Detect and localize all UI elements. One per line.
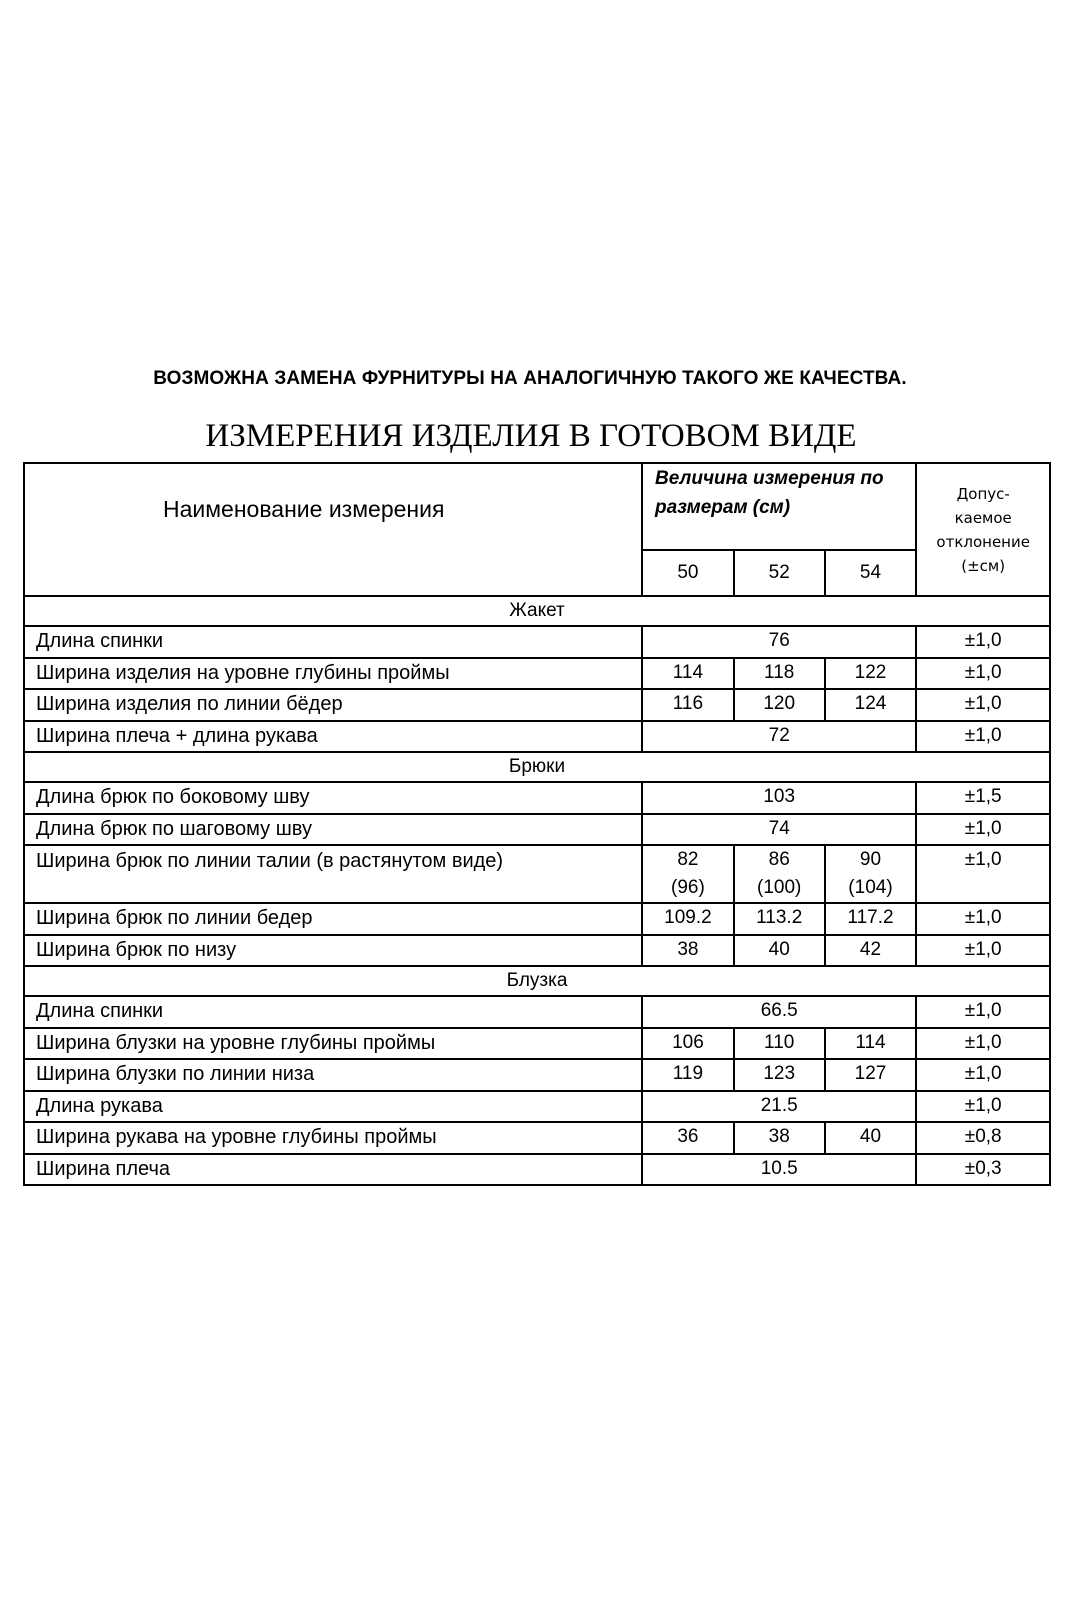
measurement-name: Ширина плеча + длина рукава <box>24 721 642 753</box>
measurement-tolerance: ±0,8 <box>916 1122 1050 1154</box>
measurement-tolerance: ±1,0 <box>916 1028 1050 1060</box>
section-row <box>24 752 1050 782</box>
measurement-tolerance: ±1,0 <box>916 1091 1050 1123</box>
measurement-value: 118 <box>734 658 825 690</box>
measurement-value: 117.2 <box>825 903 917 935</box>
measurement-value: 127 <box>825 1059 917 1091</box>
table-row <box>24 721 1050 753</box>
table-row <box>24 996 1050 1028</box>
measurement-name: Ширина брюк по низу <box>24 935 642 967</box>
table-row <box>24 814 1050 846</box>
measurement-value: 10.5 <box>642 1154 916 1186</box>
section-row <box>24 596 1050 626</box>
measurement-tolerance: ±1,0 <box>916 845 1050 903</box>
section-title: Брюки <box>24 752 1050 782</box>
measurement-value: 109.2 <box>642 903 734 935</box>
measurement-value: 86 (100) <box>734 845 825 903</box>
table-row <box>24 689 1050 721</box>
table-row <box>24 658 1050 690</box>
header-size-52: 52 <box>734 550 825 596</box>
header-tolerance-line: Допус- <box>956 484 1010 503</box>
measurement-name: Длина брюк по шаговому шву <box>24 814 642 846</box>
measurement-value: 124 <box>825 689 917 721</box>
measurement-tolerance: ±1,0 <box>916 996 1050 1028</box>
section-title: Жакет <box>24 596 1050 626</box>
measurement-value: 40 <box>734 935 825 967</box>
measurement-name: Ширина изделия по линии бёдер <box>24 689 642 721</box>
measurement-value: 40 <box>825 1122 917 1154</box>
measurement-value: 113.2 <box>734 903 825 935</box>
measurement-value: 38 <box>734 1122 825 1154</box>
measurement-value: 123 <box>734 1059 825 1091</box>
measurement-value: 74 <box>642 814 916 846</box>
measurement-name: Ширина брюк по линии бедер <box>24 903 642 935</box>
measurement-value: 72 <box>642 721 916 753</box>
measurement-tolerance: ±1,0 <box>916 658 1050 690</box>
table-row <box>24 903 1050 935</box>
measurement-value: 122 <box>825 658 917 690</box>
table-row <box>24 1154 1050 1186</box>
measurement-tolerance: ±1,0 <box>916 814 1050 846</box>
table-row <box>24 1091 1050 1123</box>
measurement-value: 119 <box>642 1059 734 1091</box>
measurement-name: Длина рукава <box>24 1091 642 1123</box>
measurement-value: 110 <box>734 1028 825 1060</box>
measurement-tolerance: ±1,0 <box>916 689 1050 721</box>
measurement-value: 21.5 <box>642 1091 916 1123</box>
measurement-name: Ширина рукава на уровне глубины проймы <box>24 1122 642 1154</box>
page-title: ИЗМЕРЕНИЯ ИЗДЕЛИЯ В ГОТОВОМ ВИДЕ <box>205 418 857 454</box>
measurement-value: 116 <box>642 689 734 721</box>
table-row <box>24 845 1050 903</box>
section-title: Блузка <box>24 966 1050 996</box>
measurement-value: 36 <box>642 1122 734 1154</box>
measurement-value: 114 <box>825 1028 917 1060</box>
header-size-50: 50 <box>642 550 734 596</box>
measurement-name: Ширина плеча <box>24 1154 642 1186</box>
measurement-name: Ширина брюк по линии талии (в растянутом виде) <box>24 845 642 903</box>
measurement-tolerance: ±1,0 <box>916 935 1050 967</box>
measurement-name: Ширина блузки на уровне глубины проймы <box>24 1028 642 1060</box>
measurement-name: Ширина изделия на уровне глубины проймы <box>24 658 642 690</box>
measurement-name: Длина спинки <box>24 626 642 658</box>
header-size-label: Величина измерения по размерам (см) <box>642 463 916 550</box>
header-row <box>24 463 1050 550</box>
header-measurement-name: Наименование измерения <box>24 463 642 596</box>
header-tolerance-line: каемое <box>954 508 1012 527</box>
table-row <box>24 1122 1050 1154</box>
measurements-table <box>23 462 1051 1186</box>
measurement-value: 42 <box>825 935 917 967</box>
table-row <box>24 1059 1050 1091</box>
measurement-value: 82 (96) <box>642 845 734 903</box>
measurement-value: 90 (104) <box>825 845 917 903</box>
measurement-tolerance: ±1,5 <box>916 782 1050 814</box>
notice-text: ВОЗМОЖНА ЗАМЕНА ФУРНИТУРЫ НА АНАЛОГИЧНУЮ ТАКОГО ЖЕ КАЧЕСТВА. <box>153 368 907 389</box>
section-row <box>24 966 1050 996</box>
measurement-value: 76 <box>642 626 916 658</box>
table-row <box>24 626 1050 658</box>
table-row <box>24 935 1050 967</box>
measurement-tolerance: ±1,0 <box>916 721 1050 753</box>
measurement-value: 106 <box>642 1028 734 1060</box>
measurement-tolerance: ±0,3 <box>916 1154 1050 1186</box>
measurement-name: Ширина блузки по линии низа <box>24 1059 642 1091</box>
measurement-value: 38 <box>642 935 734 967</box>
header-tolerance <box>916 463 1050 596</box>
table-row <box>24 1028 1050 1060</box>
measurement-tolerance: ±1,0 <box>916 903 1050 935</box>
header-tolerance-line: отклонение <box>936 532 1030 551</box>
measurement-name: Длина спинки <box>24 996 642 1028</box>
measurement-value: 114 <box>642 658 734 690</box>
measurement-value: 103 <box>642 782 916 814</box>
measurement-tolerance: ±1,0 <box>916 626 1050 658</box>
measurement-name: Длина брюк по боковому шву <box>24 782 642 814</box>
measurement-value: 120 <box>734 689 825 721</box>
measurement-tolerance: ±1,0 <box>916 1059 1050 1091</box>
table-row <box>24 782 1050 814</box>
header-tolerance-line: (±см) <box>961 556 1006 575</box>
measurement-value: 66.5 <box>642 996 916 1028</box>
header-size-54: 54 <box>825 550 917 596</box>
